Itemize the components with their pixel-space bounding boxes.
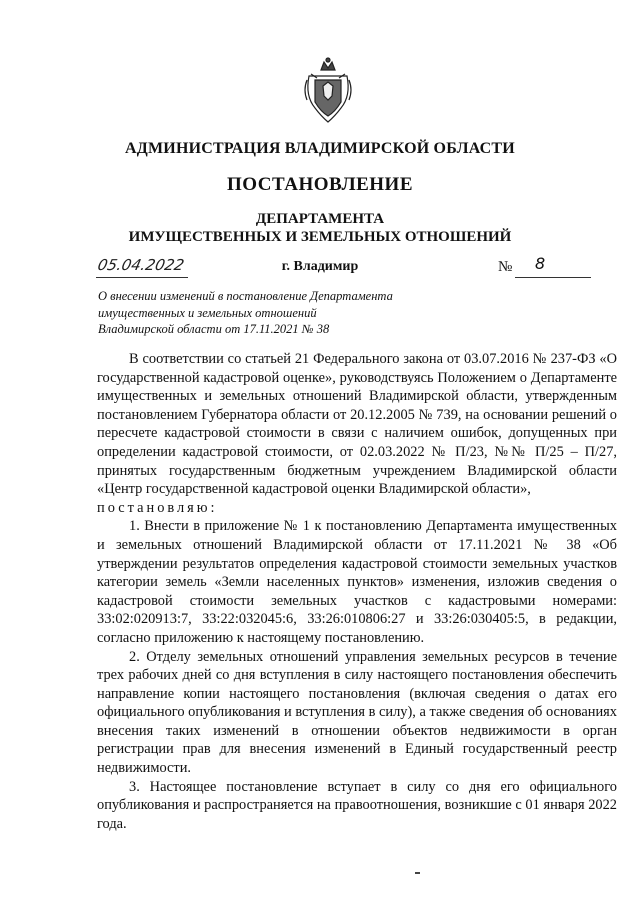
subject-line-2: имущественных и земельных отношений: [98, 305, 317, 320]
organization-name: АДМИНИСТРАЦИЯ ВЛАДИМИРСКОЙ ОБЛАСТИ: [125, 140, 515, 157]
document-body: [97, 350, 617, 833]
department-line-2: ИМУЩЕСТВЕННЫХ И ЗЕМЕЛЬНЫХ ОТНОШЕНИЙ: [128, 229, 512, 245]
document-subject: [98, 288, 428, 338]
document-type: ПОСТАНОВЛЕНИЕ: [226, 174, 414, 195]
item-3-paragraph: 3. Настоящее постановление вступает в силу со дня его официального опубликования и распространяется на правоотношения, возникшие с 01 января 2022 года.: [97, 778, 617, 832]
item-1-paragraph: 1. Внести в приложение № 1 к постановлению Департамента имущественных и земельных отношений Владимирской области от 17.11.2021 № 38 «Об утверждении результатов определения кадастровой стоимости земельных участков категории земель «Земли населенных пунктов» изменения, изложив сведения о кадастровой стоимости земельных участков с кадастровыми номерами: 33:02:020913:7, 33:22:032045:6, 33:26:010806:27 и 33:26:030405:5, в редакции, согласно приложению к настоящему постановлению.: [97, 518, 617, 646]
number-underline: [515, 277, 591, 278]
date-underline: [96, 277, 188, 278]
preamble-paragraph: В соответствии со статьей 21 Федерального закона от 03.07.2016 № 237-ФЗ «О государственной кадастровой оценке», руководствуясь Положением о Департаменте имущественных и земельных отношений Владимирской области, утвержденным постановлением Губернатора области от 20.12.2005 № 739, на основании решений о пересчете кадастровой стоимости в связи с наличием ошибок, допущенных при определении кадастровой стоимости, от 02.03.2022 № П/23, №№ П/25 – П/27, принятых государственным бюджетным учреждением Владимирской области «Центр государственной кадастровой оценки Владимирской области»,: [97, 351, 617, 498]
item-2-paragraph: 2. Отделу земельных отношений управления земельных ресурсов в течение трех рабочих дней со дня вступления в силу настоящего постановления обеспечить направление копии настоящего постановления (включая сведения о датах его официального опубликования и вступления в силу), а также сведения об основаниях внесения таких изменений в отношении объектов недвижимости в орган регистрации прав для внесения изменений в Единый государственный реестр недвижимости.: [97, 648, 617, 777]
resolve-line: [97, 499, 617, 518]
department-name: [0, 210, 640, 246]
document-meta: [0, 256, 640, 282]
subject-line-1: О внесении изменений в постановление Департамента: [98, 289, 393, 303]
number-label: №: [498, 259, 513, 275]
scan-mark: [415, 872, 420, 874]
coat-of-arms-icon: [301, 56, 355, 126]
resolve-word: постановляю:: [97, 499, 218, 516]
city: г. Владимир: [281, 259, 359, 274]
document-date: 05.04.2022: [96, 256, 186, 274]
subject-line-3: Владимирской области от 17.11.2021 № 38: [98, 322, 330, 336]
department-line-1: ДЕПАРТАМЕНТА: [255, 211, 385, 227]
document-number: 8: [535, 254, 546, 273]
